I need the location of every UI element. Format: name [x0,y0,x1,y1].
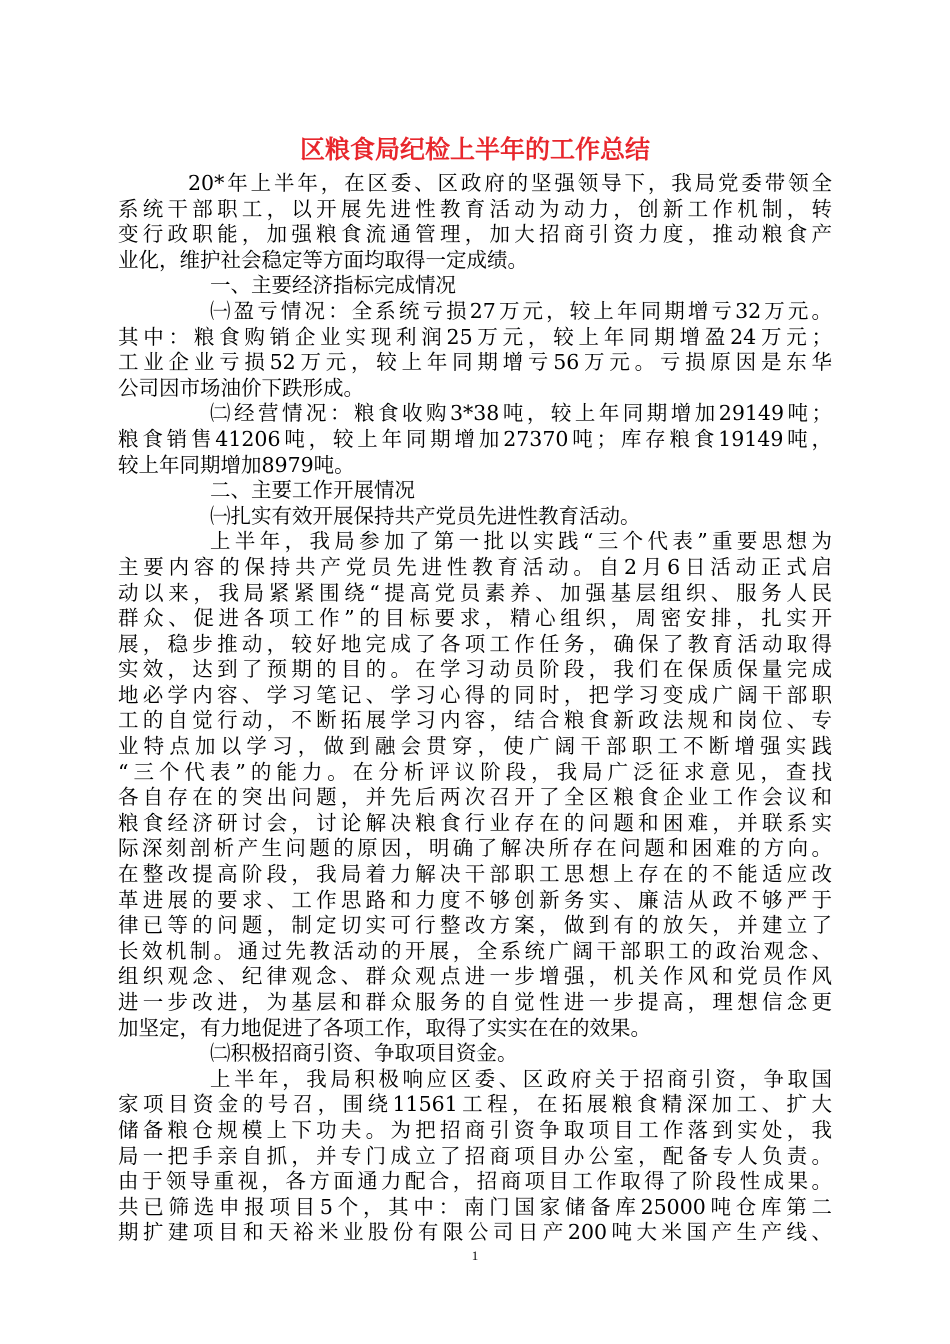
body-line: 展，稳步推动，较好地完成了各项工作任务，确保了教育活动取得 [118,631,832,656]
page-number: 1 [471,1248,479,1263]
body-line: 进一步改进，为基层和群众服务的自觉性进一步提高，理想信念更 [118,990,832,1014]
document-body [118,171,832,1246]
body-line: 工的自觉行动，不断拓展学习内容，结合粮食新政法规和岗位、专 [118,708,832,733]
body-line: 公司因市场油价下跌形成。 [118,375,364,400]
body-line: 粮食经济研讨会，讨论解决粮食行业存在的问题和困难，并联系实 [118,810,832,835]
document-title: 区粮食局纪检上半年的工作总结 [299,135,650,164]
body-line: 上半年，我局积极响应区委、区政府关于招商引资，争取国 [210,1066,832,1091]
body-line: 储备粮仓规模上下功夫。为把招商引资争取项目工作落到实处，我 [118,1117,832,1142]
body-line: 律已等的问题，制定切实可行整改方案，做到有的放矢，并建立了 [118,913,832,938]
body-line: 期扩建项目和天裕米业股份有限公司日产200吨大米国产生产线、 [118,1220,832,1245]
body-line: 家项目资金的号召，围绕11561工程，在拓展粮食精深加工、扩大 [118,1092,832,1117]
body-line: 工业企业亏损52万元，较上年同期增亏56万元。亏损原因是东华 [118,350,832,375]
body-line: 20*年上半年，在区委、区政府的坚强领导下，我局党委带领全 [188,171,832,195]
body-line: ㈡经营情况：粮食收购3*38吨，较上年同期增加29149吨； [210,401,832,426]
body-line: 在整改提高阶段，我局着力解决干部职工思想上存在的不能适应改 [118,862,832,887]
body-line: 主要内容的保持共产党员先进性教育活动。自2月6日活动正式启 [118,554,832,579]
body-line: 际深刻剖析产生问题的原因，明确了解决所存在问题和困难的方向。 [118,836,832,861]
body-line: 革进展的要求、工作思路和力度不够创新务实、廉洁从政不够严于 [118,887,832,912]
body-line: 群众、促进各项工作”的目标要求，精心组织，周密安排，扎实开 [118,606,832,631]
body-line: 变行政职能，加强粮食流通管理，加大招商引资力度，推动粮食产 [118,222,832,247]
body-line: 组织观念、纪律观念、群众观点进一步增强，机关作风和党员作风 [118,964,832,989]
body-line: 一、主要经济指标完成情况 [210,273,456,298]
body-line: 局一把手亲自抓，并专门成立了招商项目办公室，配备专人负责。 [118,1143,832,1168]
body-line: 较上年同期增加8979吨。 [118,452,355,477]
body-line: 业化，维护社会稳定等方面均取得一定成绩。 [118,247,528,272]
body-line: 由于领导重视，各方面通力配合，招商项目工作取得了阶段性成果。 [118,1169,832,1194]
body-line: 加坚定，有力地促进了各项工作，取得了实实在在的效果。 [118,1015,651,1040]
body-line: ㈡积极招商引资、争取项目资金。 [210,1041,518,1066]
body-line: 粮食销售41206吨，较上年同期增加27370吨；库存粮食19149吨， [118,426,832,451]
body-line: 其中：粮食购销企业实现利润25万元，较上年同期增盈24万元； [118,324,832,349]
body-line: 各自存在的突出问题，并先后两次召开了全区粮食企业工作会议和 [118,785,832,810]
body-line: 业特点加以学习，做到融会贯穿，使广阔干部职工不断增强实践 [118,734,832,759]
body-line: 长效机制。通过先教活动的开展，全系统广阔干部职工的政治观念、 [118,938,832,963]
body-line: 共已筛选申报项目5个，其中：南门国家储备库25000吨仓库第二 [118,1194,832,1219]
body-line: 二、主要工作开展情况 [210,478,415,503]
body-line: 上半年，我局参加了第一批以实践“三个代表”重要思想为 [210,529,832,554]
body-line: 系统干部职工，以开展先进性教育活动为动力，创新工作机制，转 [118,196,832,221]
body-line: 动以来，我局紧紧围绕“提高党员素养、加强基层组织、服务人民 [118,580,832,605]
body-line: 地必学内容、学习笔记、学习心得的同时，把学习变成广阔干部职 [118,682,832,707]
body-line: 实效，达到了预期的目的。在学习动员阶段，我们在保质保量完成 [118,657,832,682]
body-line: ㈠盈亏情况：全系统亏损27万元，较上年同期增亏32万元。 [210,298,832,323]
body-line: ㈠扎实有效开展保持共产党员先进性教育活动。 [210,503,641,528]
body-line: “三个代表”的能力。在分析评议阶段，我局广泛征求意见，查找 [118,759,832,784]
